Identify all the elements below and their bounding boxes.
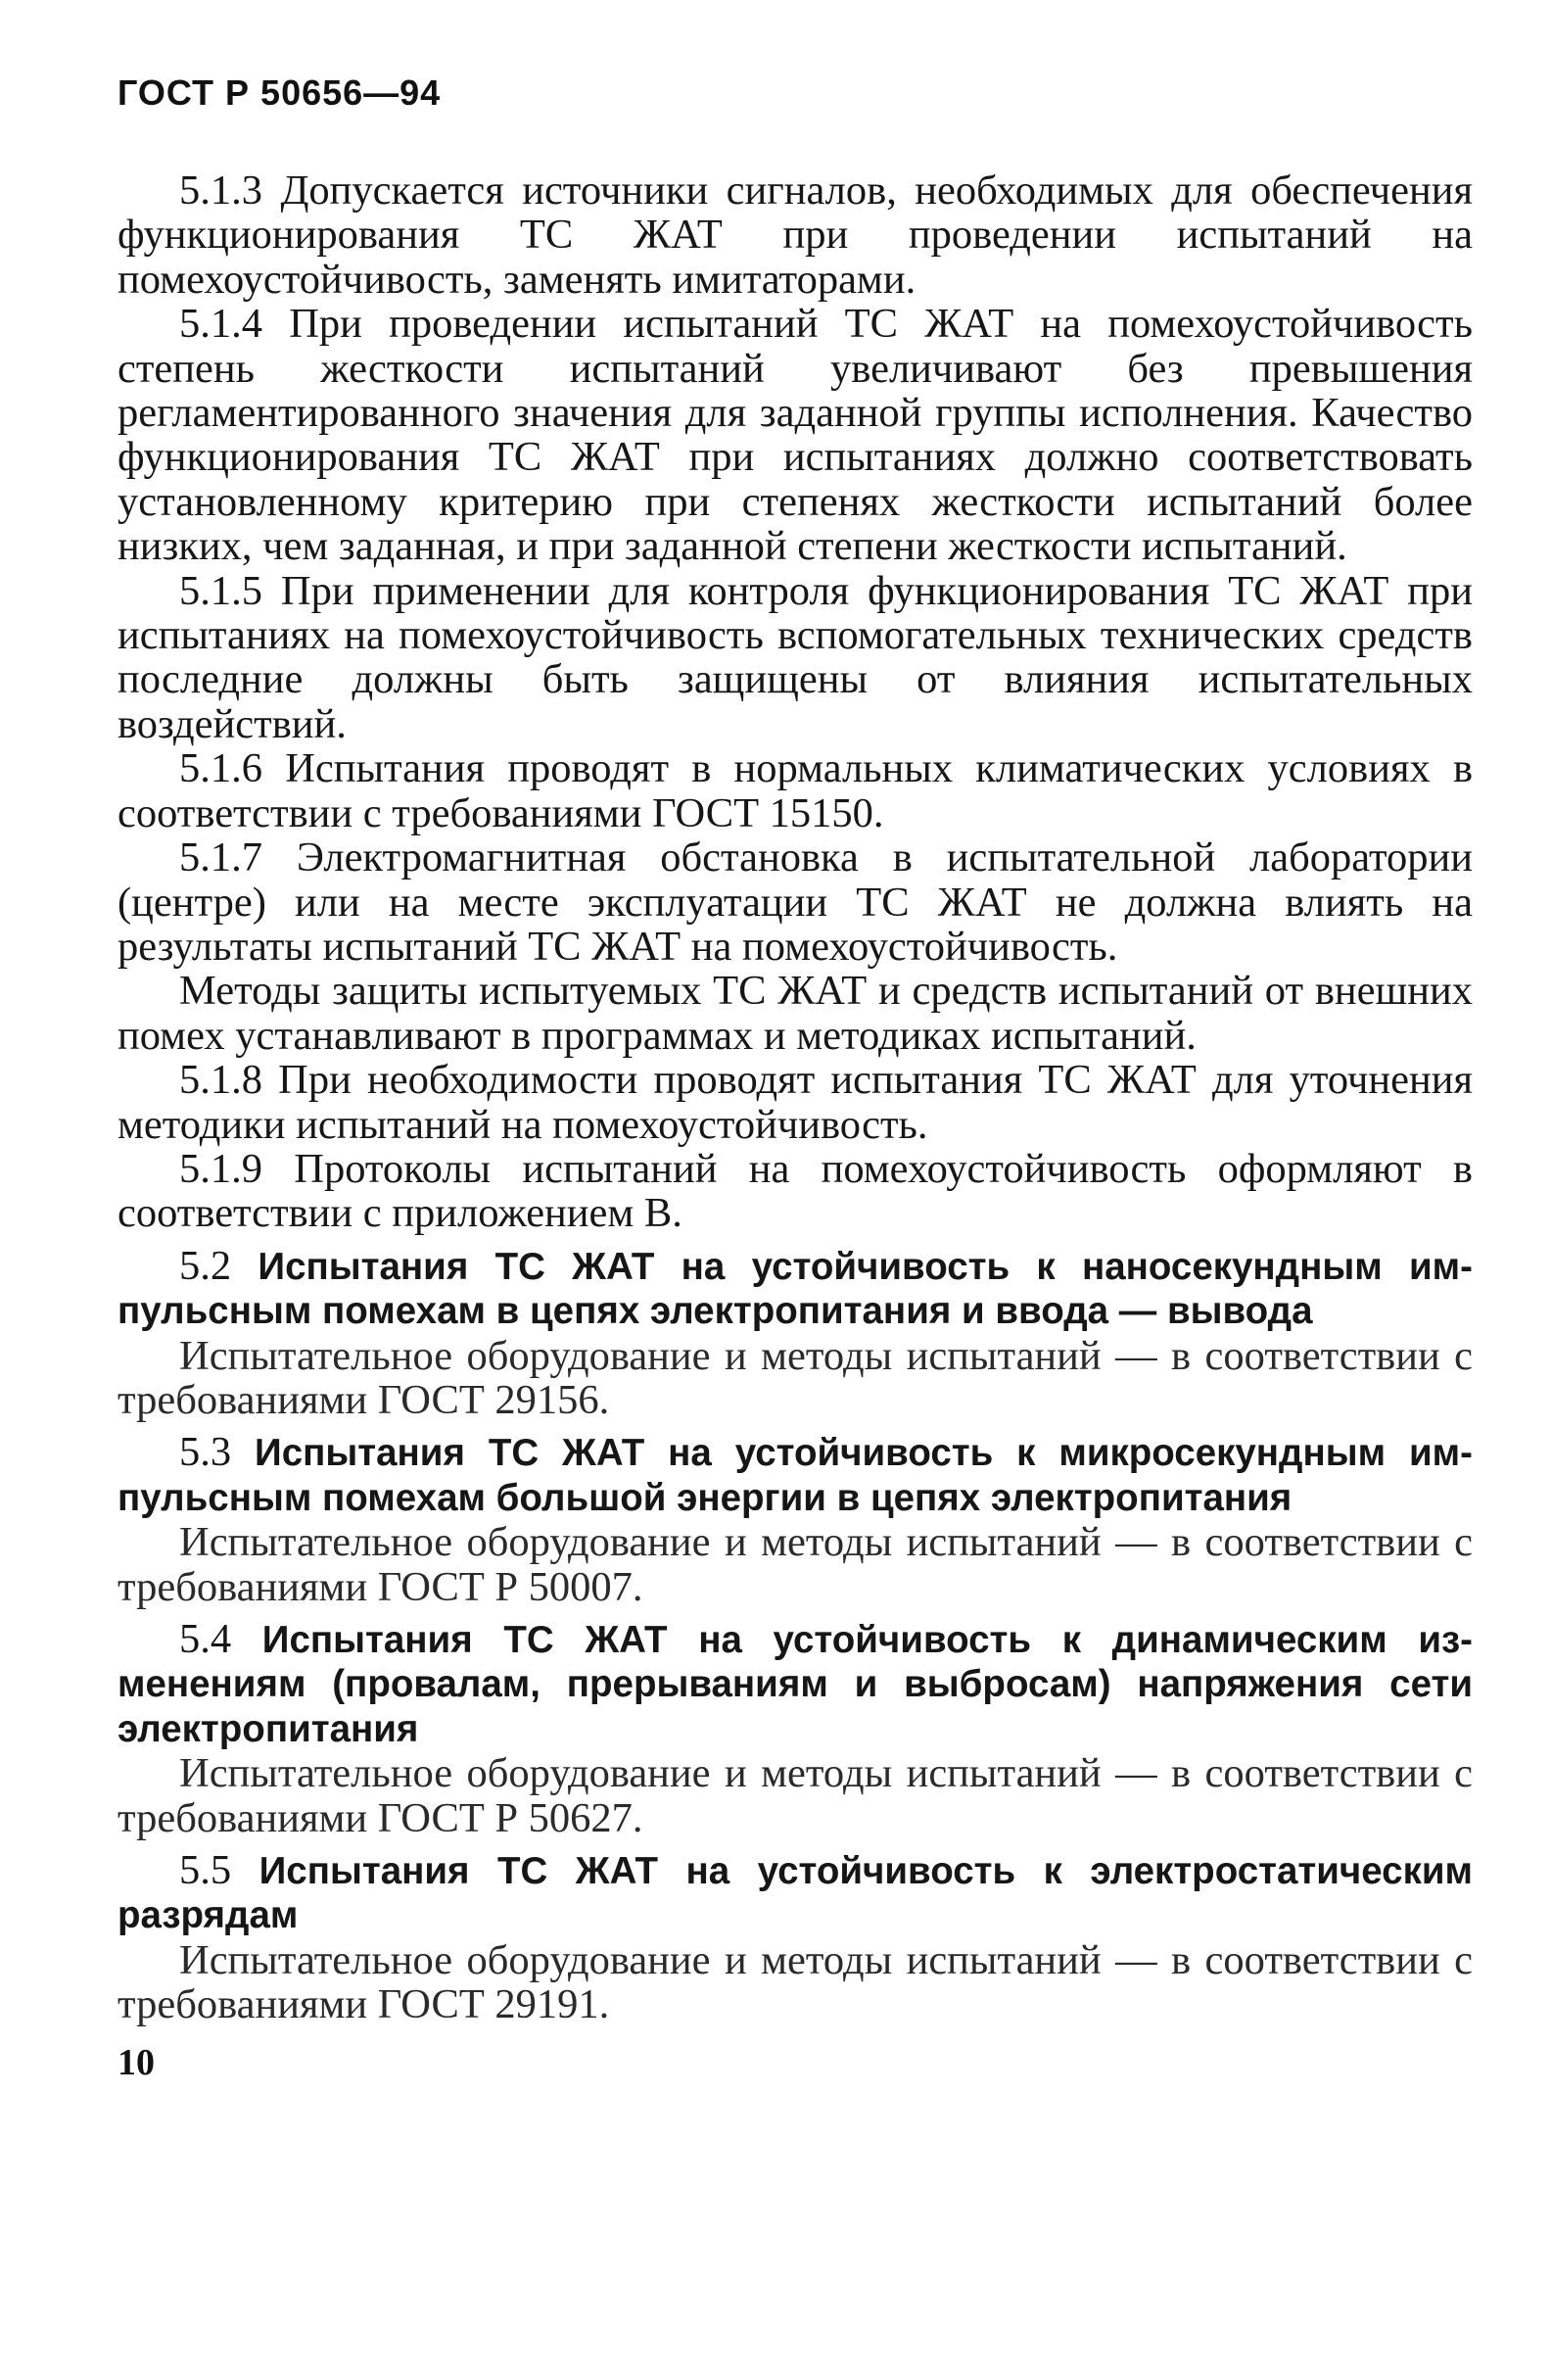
section-number: 5.5 (179, 1847, 232, 1894)
clause-number: 5.1.6 (179, 745, 262, 792)
clause-text: Электромагнитная обстановка в испытательной лаборатории (центре) или на месте эксплуатации ТС ЖАТ не должна влиять на результаты испытаний ТС ЖАТ на помехоустойчивость. (118, 834, 1474, 970)
clause-text: Методы защиты испытуемых ТС ЖАТ и средств испытаний от внешних помех устанавливают в программах и методиках испытаний. (118, 968, 1473, 1059)
clause-text: При применении для контроля функционирования ТС ЖАТ при испытаниях на помехоустойчивость вспомогательных технических средств последние должны быть защищены от влияния испытательных воздействий. (118, 567, 1474, 747)
clause-text: При необходимости проводят испытания ТС ЖАТ для уточнения методики испытаний на помехоустойчивость. (118, 1057, 1474, 1148)
clause-5-1-5 (118, 569, 1473, 747)
section-5-2-heading (118, 1244, 1473, 1334)
clause-5-1-7-continuation (118, 969, 1473, 1058)
section-number: 5.3 (179, 1429, 232, 1476)
section-title: Испытания ТС ЖАТ на устойчивость к динамическим изменениям (провалам, прерываниям и выбросам) напряжения сети электропитания (118, 1619, 1473, 1750)
section-title: Испытания ТС ЖАТ на устойчивость к микросекундным импульсным помехам большой энергии в цепях электропитания (118, 1432, 1473, 1519)
clause-text: При проведении испытаний ТС ЖАТ на помехоустойчивость степень жесткости испытаний увеличивают без превышения регламентированного значения для заданной группы исполнения. Качество функционирования ТС ЖАТ при испытаниях должно соответствовать установленному критерию при степенях жесткости испытаний более низких, чем заданная, и при заданной степени жесткости испытаний. (118, 301, 1473, 570)
clause-number: 5.1.3 (179, 167, 262, 214)
clause-number: 5.1.7 (179, 834, 262, 881)
clause-number: 5.1.8 (179, 1057, 262, 1104)
clause-number: 5.1.4 (179, 301, 262, 348)
document-body (118, 168, 1473, 2027)
clause-number: 5.1.5 (179, 567, 262, 614)
section-number: 5.4 (179, 1616, 232, 1662)
clause-5-1-7 (118, 835, 1473, 969)
section-5-2-method: Испытательное оборудование и методы испытаний — в соответствии с требованиями ГОСТ 29156. (118, 1332, 1473, 1423)
clause-number: 5.1.9 (179, 1145, 262, 1192)
document-header: ГОСТ Р 50656—94 (118, 72, 442, 113)
section-5-3-heading (118, 1430, 1473, 1520)
section-title: Испытания ТС ЖАТ на устойчивость к электростатическим разрядам (118, 1850, 1473, 1937)
clause-5-1-4 (118, 302, 1473, 568)
section-5-4-method: Испытательное оборудование и методы испытаний — в соответствии с требованиями ГОСТ Р 50627. (118, 1750, 1473, 1841)
clause-text: Допускается источники сигналов, необходимых для обеспечения функционирования ТС ЖАТ при проведении испытаний на помехоустойчивость, заменять имитаторами. (118, 167, 1474, 303)
section-number: 5.2 (179, 1242, 232, 1289)
clause-5-1-9 (118, 1147, 1473, 1236)
clause-5-1-6 (118, 746, 1473, 835)
clause-5-1-8 (118, 1058, 1473, 1147)
section-5-5-method: Испытательное оборудование и методы испытаний — в соответствии с требованиями ГОСТ 29191. (118, 1936, 1473, 2028)
section-5-3-method: Испытательное оборудование и методы испытаний — в соответствии с требованиями ГОСТ Р 50007. (118, 1519, 1473, 1610)
section-5-4-heading (118, 1617, 1473, 1751)
clause-text: Протоколы испытаний на помехоустойчивость оформляют в соответствии с приложением В. (118, 1145, 1473, 1237)
section-5-5-heading (118, 1848, 1473, 1938)
clause-5-1-3 (118, 168, 1473, 302)
section-title: Испытания ТС ЖАТ на устойчивость к наносекундным импульсным помехам в цепях электропитания и ввода — вывода (118, 1245, 1473, 1333)
page-number: 10 (118, 2042, 155, 2083)
clause-text: Испытания проводят в нормальных климатических условиях в соответствии с требованиями ГОСТ 15150. (118, 745, 1474, 836)
